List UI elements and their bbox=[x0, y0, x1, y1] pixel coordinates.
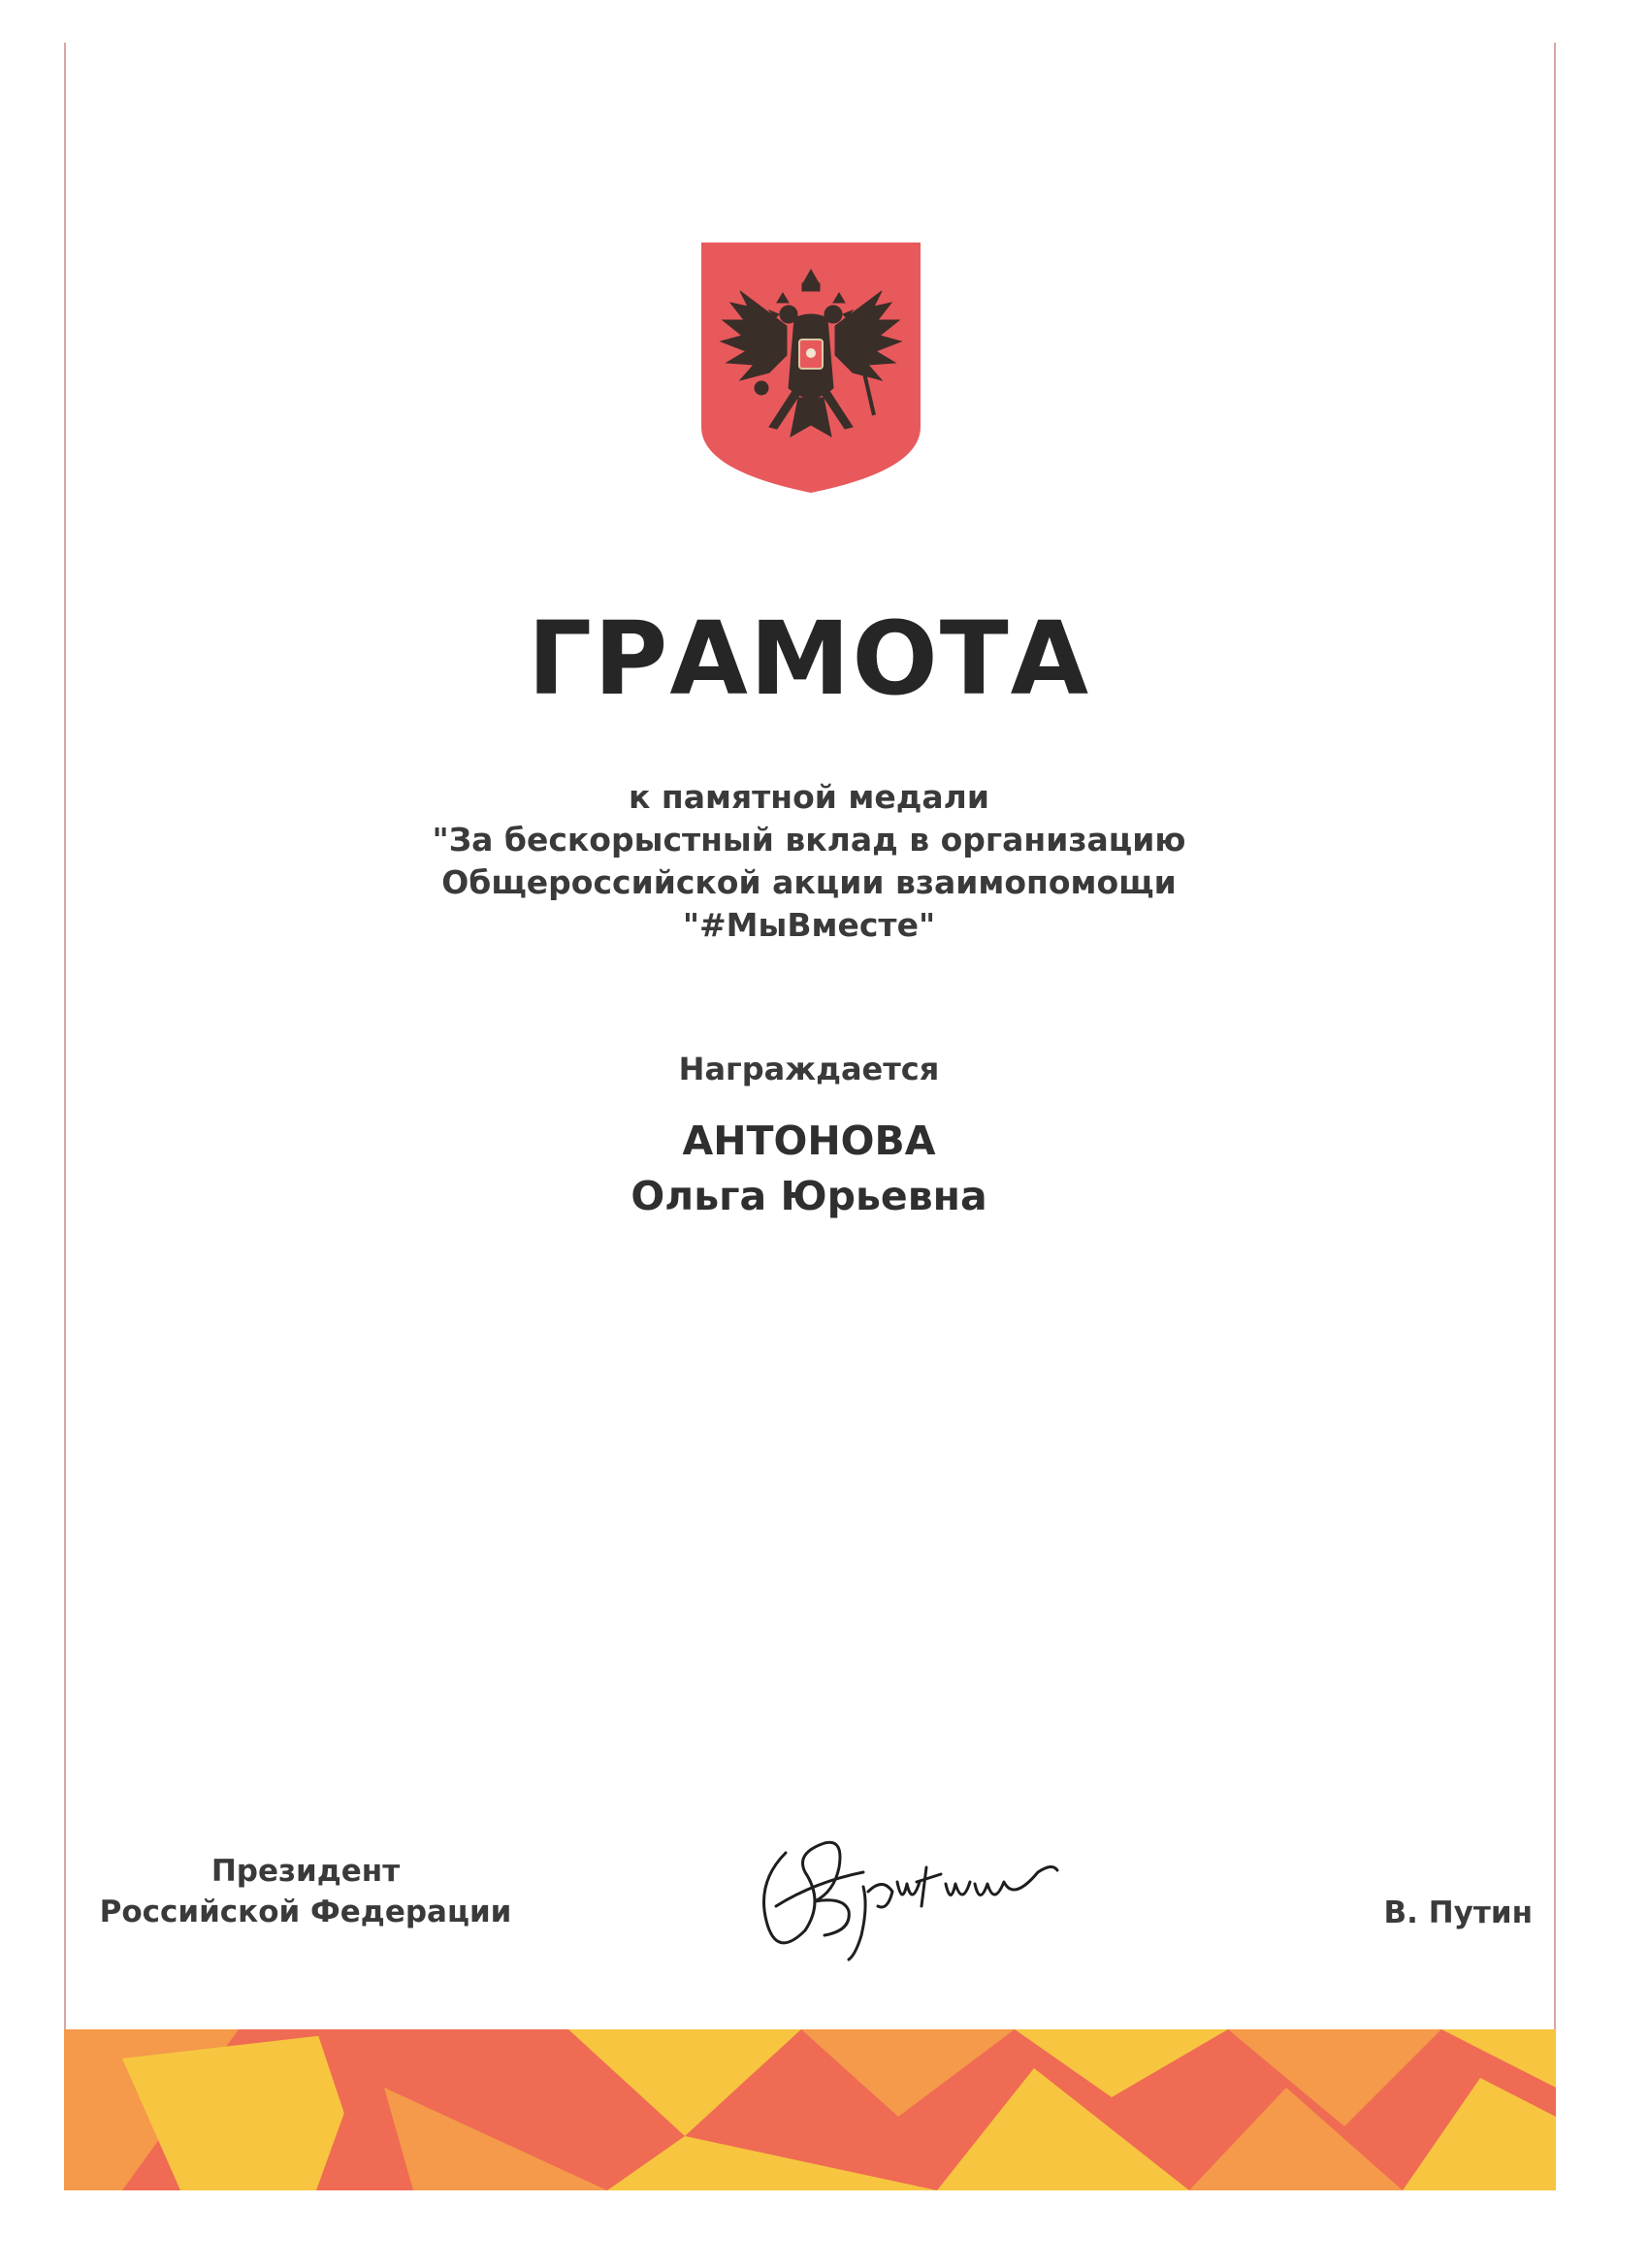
signatory-name: В. Путин bbox=[1383, 1895, 1533, 1930]
medal-line: к памятной медали bbox=[629, 778, 989, 816]
recipient-surname: АНТОНОВА bbox=[682, 1118, 936, 1164]
signature-image bbox=[747, 1814, 1086, 1969]
signatory-position-line: Российской Федерации bbox=[99, 1895, 512, 1929]
left-border-line bbox=[64, 43, 66, 2177]
medal-line: Общероссийской акции взаимопомощи bbox=[441, 863, 1177, 901]
awarded-label: Награждается bbox=[678, 1051, 940, 1087]
right-border-line bbox=[1554, 43, 1556, 2177]
signatory-position bbox=[68, 1851, 543, 1932]
medal-line: "#МыВместе" bbox=[682, 906, 936, 944]
document-title: ГРАМОТА bbox=[527, 599, 1091, 718]
coat-of-arms-icon bbox=[701, 243, 921, 493]
recipient-name bbox=[0, 1114, 1618, 1224]
medal-description bbox=[0, 776, 1618, 947]
signatory-position-line: Президент bbox=[210, 1854, 401, 1889]
recipient-given-names: Ольга Юрьевна bbox=[630, 1173, 987, 1219]
medal-line: "За бескорыстный вклад в организацию bbox=[432, 821, 1186, 859]
decorative-banner bbox=[64, 2029, 1556, 2190]
